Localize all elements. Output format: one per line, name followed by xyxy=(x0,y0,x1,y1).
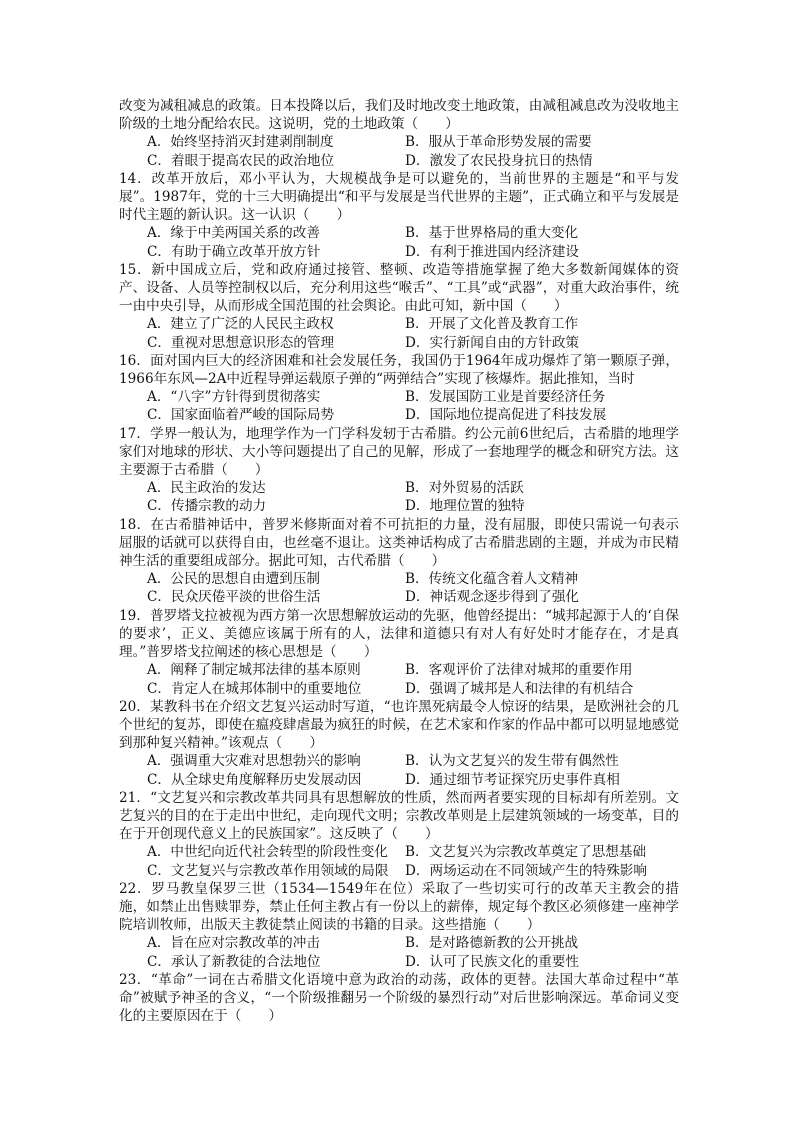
option-d: D．激发了农民投身抗日的热情 xyxy=(405,152,593,169)
option-c: C．重视对思想意识形态的管理 xyxy=(147,334,335,351)
option-d: D．认可了民族文化的重要性 xyxy=(405,953,580,970)
option-c: C．国家面临着严峻的国际局势 xyxy=(147,407,335,424)
question-18 xyxy=(119,516,679,607)
option-list xyxy=(119,752,679,788)
option-c: C．传播宗教的动力 xyxy=(147,498,267,515)
option-b: B．文艺复兴为宗教改革奠定了思想基础 xyxy=(405,844,647,861)
option-d: D．地理位置的独特 xyxy=(405,498,525,515)
option-a: A．强调重大灾难对思想勃兴的影响 xyxy=(147,753,361,770)
option-b: B．是对路德新教的公开挑战 xyxy=(405,935,579,952)
option-c: C．民众厌倦平淡的世俗生活 xyxy=(147,589,321,606)
question-23 xyxy=(119,971,679,1026)
option-a: A．公民的思想自由遭到压制 xyxy=(147,571,320,588)
option-b: B．认为文艺复兴的发生带有偶然性 xyxy=(405,753,619,770)
option-a: A．始终坚持消灭封建剥削制度 xyxy=(147,134,334,151)
option-c: C．文艺复兴与宗教改革作用领域的局限 xyxy=(147,862,389,879)
option-c: C．着眼于提高农民的政治地位 xyxy=(147,152,335,169)
question-stem: 21．“文艺复兴和宗教改革共同具有思想解放的性质，然而两者要实现的目标却有所差别。文艺复兴的目的在于走出中世纪，走向现代文明；宗教改革则是上层建筑领域的一场变革，目的在于开创现代意义上的民族国家”。这反映了（ ） xyxy=(119,789,679,843)
option-list xyxy=(119,570,679,606)
question-21 xyxy=(119,789,679,880)
question-13 xyxy=(119,97,679,170)
question-20 xyxy=(119,698,679,789)
question-stem: 18．在古希腊神话中，普罗米修斯面对着不可抗拒的力量，没有屈服，即使只需说一句表示屈服的话就可以获得自由，也丝毫不退让。这类神话构成了古希腊悲剧的主题，并成为市民精神生活的重要组成部分。据此可知，古代希腊（ ） xyxy=(119,516,679,570)
question-17 xyxy=(119,425,679,516)
option-b: B．开展了文化普及教育工作 xyxy=(405,316,579,333)
question-19 xyxy=(119,607,679,698)
option-b: B．服从于革命形势发展的需要 xyxy=(405,134,592,151)
question-16 xyxy=(119,352,679,425)
option-b: B．对外贸易的活跃 xyxy=(405,480,524,497)
option-b: B．传统文化蕴含着人文精神 xyxy=(405,571,579,588)
question-stem: 15．新中国成立后，党和政府通过接管、整顿、改造等措施掌握了绝大多数新闻媒体的资产、设备、人员等控制权以后，充分利用这些“喉舌”、“工具”或“武器”，对重大政治事件，统一由中央引导，从而形成全国范围的社会舆论。由此可知，新中国（ ） xyxy=(119,261,679,315)
question-stem: 23．“革命”一词在古希腊文化语境中意为政治的动荡，政体的更替。法国大革命过程中“革命”被赋予神圣的含义，“一个阶级推翻另一个阶级的暴烈行动”对后世影响深远。革命词义变化的主要原因在于（ ） xyxy=(119,971,679,1025)
option-a: A．阐释了制定城邦法律的基本原则 xyxy=(147,662,361,679)
question-stem: 19．普罗塔戈拉被视为西方第一次思想解放运动的先驱，他曾经提出：“城邦起源于人的‘自保的要求’，正义、美德应该属于所有的人，法律和道德只有对人有好处时才能存在，才是真理。”普罗塔戈拉阐述的核心思想是（ ） xyxy=(119,607,679,661)
option-list xyxy=(119,934,679,970)
option-d: D．通过细节考证探究历史事件真相 xyxy=(405,771,620,788)
option-d: D．有利于推进国内经济建设 xyxy=(405,243,580,260)
question-stem: 17．学界一般认为，地理学作为一门学科发轫于古希腊。约公元前6世纪后，古希腊的地理学家们对地球的形状、大小等问题提出了自己的见解，形成了一套地理学的概念和研究方法。这主要源于古希腊（ ） xyxy=(119,425,679,479)
option-d: D．实行新闻自由的方针政策 xyxy=(405,334,580,351)
option-a: A．中世纪向近代社会转型的阶段性变化 xyxy=(147,844,388,861)
option-a: A．建立了广泛的人民民主政权 xyxy=(147,316,334,333)
option-b: B．基于世界格局的重大变化 xyxy=(405,225,579,242)
option-d: D．强调了城邦是人和法律的有机结合 xyxy=(405,680,634,697)
option-list xyxy=(119,224,679,260)
option-b: B．发展国防工业是首要经济任务 xyxy=(405,389,606,406)
option-a: A．旨在应对宗教改革的冲击 xyxy=(147,935,320,952)
question-stem: 22．罗马教皇保罗三世（1534—1549年在位）采取了一些切实可行的改革天主教会的措施，如禁止出售赎罪券，禁止任何主教占有一份以上的薪俸，规定每个教区必须修建一座神学院培训牧师，出版天主教徒禁止阅读的书籍的目录。这些措施（ ） xyxy=(119,880,679,934)
option-d: D．两场运动在不同领域产生的特殊影响 xyxy=(405,862,647,879)
question-stem: 14．改革开放后，邓小平认为，大规模战争是可以避免的，当前世界的主题是“和平与发展”。1987年，党的十三大明确提出“和平与发展是当代世界的主题”，正式确立和平与发展是时代主题的新认识。这一认识（ ） xyxy=(119,170,679,224)
option-c: C．承认了新教徒的合法地位 xyxy=(147,953,321,970)
question-stem: 改变为减租减息的政策。日本投降以后，我们及时地改变土地政策，由减租减息改为没收地主阶级的土地分配给农民。这说明，党的土地政策（ ） xyxy=(119,98,679,133)
option-list xyxy=(119,661,679,697)
option-list xyxy=(119,133,679,169)
option-a: A．“八字”方针得到贯彻落实 xyxy=(147,389,321,406)
question-stem: 20．某教科书在介绍文艺复兴运动时写道，“也许黑死病最令人惊讶的结果，是欧洲社会的几个世纪的复苏，即使在瘟疫肆虐最为疯狂的时候，在艺术家和作家的作品中都可以明显地感觉到那种复兴精神。”该观点（ ） xyxy=(119,698,679,752)
option-list xyxy=(119,388,679,424)
option-list xyxy=(119,479,679,515)
question-stem: 16．面对国内巨大的经济困难和社会发展任务，我国仍于1964年成功爆炸了第一颗原子弹，1966年东风—2A中近程导弹运载原子弹的“两弹结合”实现了核爆炸。据此推知，当时 xyxy=(119,352,679,388)
option-list xyxy=(119,843,679,879)
exam-page xyxy=(119,97,679,1025)
question-14 xyxy=(119,170,679,261)
option-b: B．客观评价了法律对城邦的重要作用 xyxy=(405,662,633,679)
question-15 xyxy=(119,261,679,352)
option-list xyxy=(119,315,679,351)
option-a: A．民主政治的发达 xyxy=(147,480,266,497)
option-c: C．肯定人在城邦体制中的重要地位 xyxy=(147,680,362,697)
option-d: D．国际地位提高促进了科技发展 xyxy=(405,407,607,424)
question-22 xyxy=(119,880,679,971)
option-d: D．神话观念逐步得到了强化 xyxy=(405,589,580,606)
option-a: A．缘于中美两国关系的改善 xyxy=(147,225,320,242)
option-c: C．有助于确立改革开放方针 xyxy=(147,243,321,260)
option-c: C．从全球史角度解释历史发展动因 xyxy=(147,771,362,788)
